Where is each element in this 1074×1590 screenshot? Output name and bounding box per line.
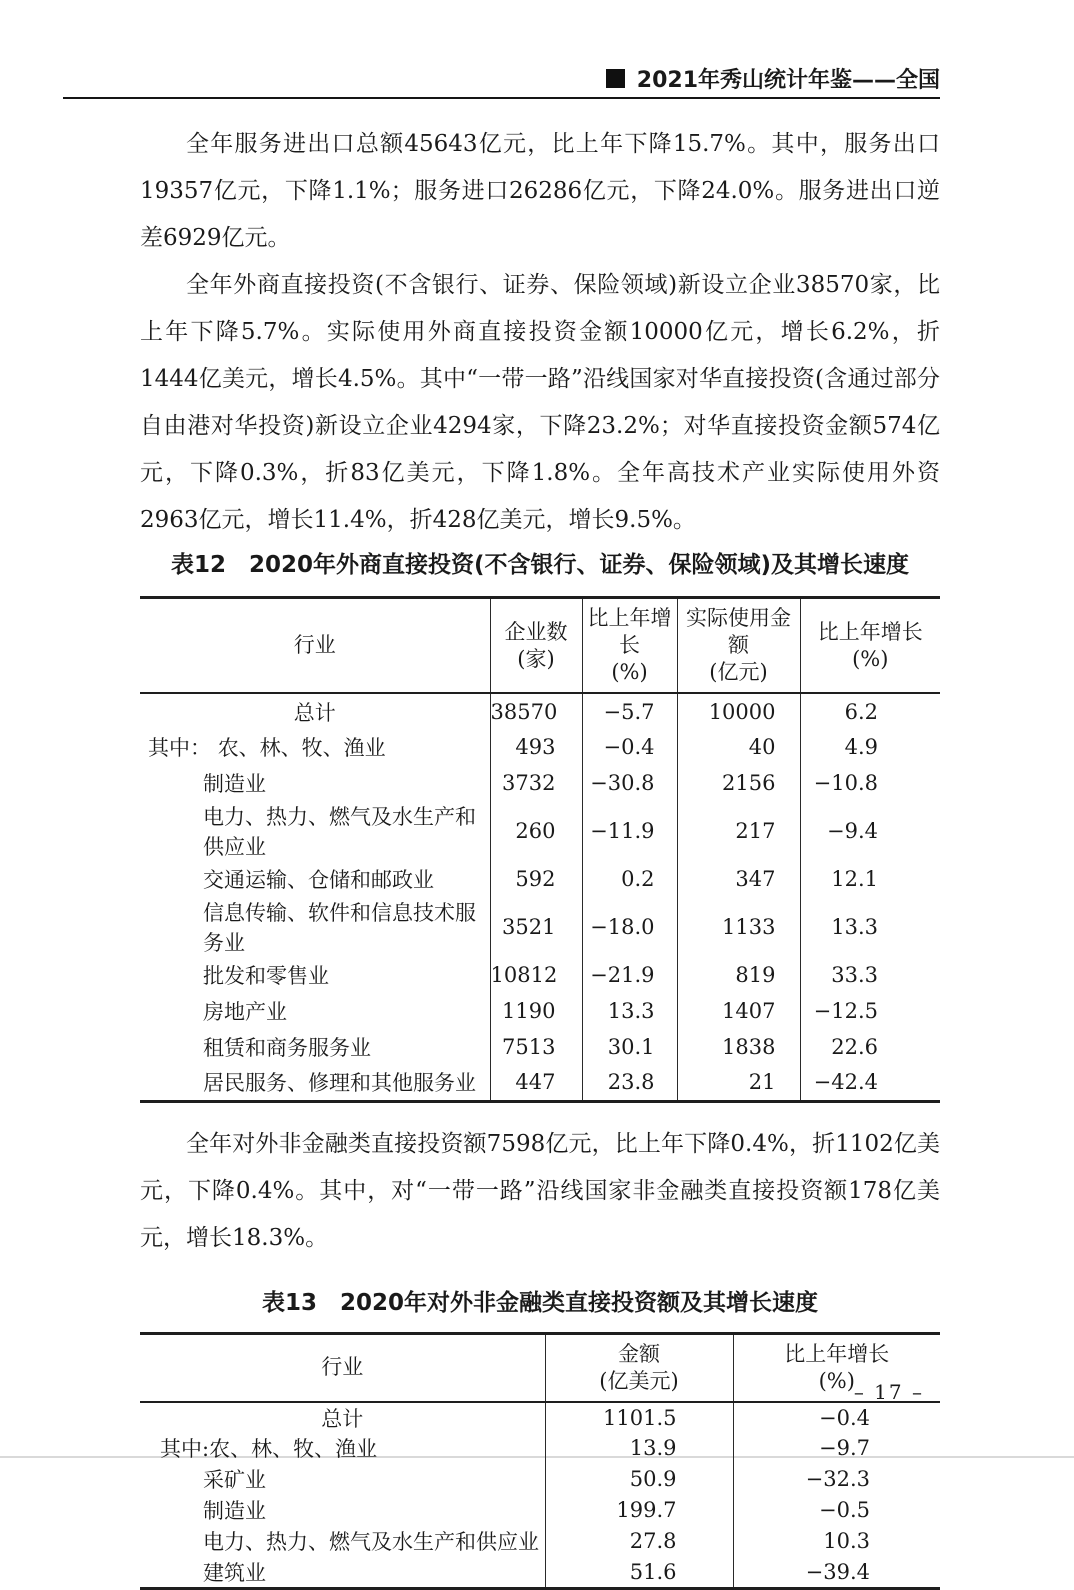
column-header: 行业 <box>321 1355 364 1379</box>
cell-value: −11.9 <box>582 801 677 861</box>
cell-value: 217 <box>677 801 800 861</box>
cell-value: 10812 <box>490 957 582 993</box>
cell-value: −12.5 <box>800 993 940 1029</box>
table-row <box>140 1402 940 1433</box>
cell-value: 1101.5 <box>545 1402 733 1433</box>
cell-value: 10.3 <box>733 1526 940 1557</box>
table-row <box>140 861 940 897</box>
cell-value: 592 <box>490 861 582 897</box>
table-header-row <box>140 598 940 694</box>
cell-value: 13.9 <box>545 1433 733 1464</box>
cell-value: 0.2 <box>582 861 677 897</box>
cell-value: −9.7 <box>733 1433 940 1464</box>
cell-value: −21.9 <box>582 957 677 993</box>
cell-value: 10000 <box>677 693 800 729</box>
table13-title: 表13 2020年对外非金融类直接投资额及其增长速度 <box>261 1289 819 1316</box>
cell-value: −0.4 <box>733 1402 940 1433</box>
table-row <box>140 957 940 993</box>
cell-value: 493 <box>490 729 582 765</box>
table-row <box>140 693 940 729</box>
cell-value: 12.1 <box>800 861 940 897</box>
paragraph-services-trade: 全年服务进出口总额45643亿元，比上年下降15.7%。其中，服务出口19357亿元，下降1.1%；服务进口26286亿元，下降24.0%。服务进出口逆差6929亿元。 <box>140 131 940 251</box>
table-row <box>140 1065 940 1101</box>
page-number: – 17 – <box>853 1380 924 1404</box>
cell-value: 347 <box>677 861 800 897</box>
paragraph-outbound-investment: 全年对外非金融类直接投资额7598亿元，比上年下降0.4%，折1102亿美元，下降0.4%。其中，对“一带一路”沿线国家非金融类直接投资额178亿美元，增长18.3%。 <box>140 1130 940 1251</box>
cell-value: 3732 <box>490 765 582 801</box>
table-row <box>140 1029 940 1065</box>
table-row <box>140 729 940 765</box>
table-row <box>140 1495 940 1526</box>
cell-value: 260 <box>490 801 582 861</box>
cell-value: 27.8 <box>545 1526 733 1557</box>
cell-value: 23.8 <box>582 1065 677 1101</box>
column-header: 企业数 (家) <box>490 598 582 694</box>
table-row <box>140 765 940 801</box>
paragraph-foreign-direct-investment: 全年外商直接投资(不含银行、证券、保险领域)新设立企业38570家，比上年下降5.7%。实际使用外商直接投资金额10000亿元，增长6.2%，折1444亿美元，增长4.5%。其中“一带一路”沿线国家对华直接投资(含通过部分自由港对华投资)新设立企业4294家，下降23.2%；对华直接投资金额574亿元，下降0.3%，折83亿美元，下降1.8%。全年高技术产业实际使用外资2963亿元，增长11.4%，折428亿美元，增长9.5%。 <box>140 272 940 533</box>
cell-value: −0.5 <box>733 1495 940 1526</box>
cell-value: 6.2 <box>800 693 940 729</box>
page-body <box>140 99 940 1590</box>
cell-value: −0.4 <box>582 729 677 765</box>
table-row <box>140 1464 940 1495</box>
table12-title: 表12 2020年外商直接投资(不含银行、证券、保险领域)及其增长速度 <box>170 552 910 578</box>
cell-value: 447 <box>490 1065 582 1101</box>
row-label: 房地产业 <box>203 1000 287 1024</box>
page-header <box>63 66 940 96</box>
row-label: 交通运输、仓储和邮政业 <box>203 868 434 892</box>
row-label: 其中： 农、林、牧、渔业 <box>148 736 386 760</box>
cell-value: 1190 <box>490 993 582 1029</box>
cell-value: 1407 <box>677 993 800 1029</box>
running-head-title: 2021年秀山统计年鉴——全国 <box>636 68 940 93</box>
cell-value: 3521 <box>490 897 582 957</box>
table-row <box>140 801 940 861</box>
column-header: 实际使用金额 (亿元) <box>677 598 800 694</box>
row-label: 批发和零售业 <box>203 964 329 988</box>
row-label: 采矿业 <box>203 1468 266 1492</box>
cell-value: 21 <box>677 1065 800 1101</box>
row-label: 制造业 <box>203 772 266 796</box>
row-label: 总计 <box>321 1406 364 1431</box>
cell-value: 50.9 <box>545 1464 733 1495</box>
cell-value: 13.3 <box>800 897 940 957</box>
cell-value: 1838 <box>677 1029 800 1065</box>
row-label: 总计 <box>293 700 336 725</box>
cell-value: 22.6 <box>800 1029 940 1065</box>
column-header: 行业 <box>293 633 336 657</box>
cell-value: 33.3 <box>800 957 940 993</box>
row-label: 电力、热力、燃气及水生产和供应业 <box>203 1530 539 1554</box>
cell-value: −5.7 <box>582 693 677 729</box>
column-header: 比上年增长 (%) <box>733 1333 940 1402</box>
cell-value: 199.7 <box>545 1495 733 1526</box>
row-label: 制造业 <box>203 1499 266 1523</box>
row-label-prefix: 其中： <box>148 736 218 760</box>
column-header: 比上年增长 (%) <box>800 598 940 694</box>
cell-value: −32.3 <box>733 1464 940 1495</box>
table-row <box>140 1557 940 1589</box>
cell-value: 38570 <box>490 693 582 729</box>
cell-value: −30.8 <box>582 765 677 801</box>
column-header: 比上年增长 (%) <box>582 598 677 694</box>
cell-value: 40 <box>677 729 800 765</box>
table-row <box>140 1433 940 1464</box>
row-label: 其中:农、林、牧、渔业 <box>160 1437 378 1461</box>
cell-value: 7513 <box>490 1029 582 1065</box>
cell-value: 1133 <box>677 897 800 957</box>
cell-value: −10.8 <box>800 765 940 801</box>
cell-value: −39.4 <box>733 1557 940 1589</box>
cell-value: 4.9 <box>800 729 940 765</box>
cell-value: −18.0 <box>582 897 677 957</box>
row-label: 建筑业 <box>203 1560 266 1585</box>
cell-value: 30.1 <box>582 1029 677 1065</box>
black-square-icon <box>606 69 625 88</box>
table-row <box>140 993 940 1029</box>
cell-value: 51.6 <box>545 1557 733 1589</box>
row-label-prefix: 其中: <box>160 1437 210 1461</box>
row-label: 信息传输、软件和信息技术服务业 <box>203 901 476 955</box>
column-header: 金额 (亿美元) <box>545 1333 733 1402</box>
cell-value: 13.3 <box>582 993 677 1029</box>
table-header-row <box>140 1333 940 1402</box>
cell-value: −9.4 <box>800 801 940 861</box>
cell-value: 819 <box>677 957 800 993</box>
cell-value: 2156 <box>677 765 800 801</box>
table-row <box>140 1526 940 1557</box>
table-12-fdi-by-industry <box>140 596 940 1103</box>
row-label: 电力、热力、燃气及水生产和供应业 <box>203 805 476 859</box>
cell-value: −42.4 <box>800 1065 940 1101</box>
row-label: 租赁和商务服务业 <box>203 1036 371 1060</box>
table-row <box>140 897 940 957</box>
row-label: 居民服务、修理和其他服务业 <box>203 1071 476 1096</box>
table-13-outbound-investment-by-industry <box>140 1332 940 1590</box>
